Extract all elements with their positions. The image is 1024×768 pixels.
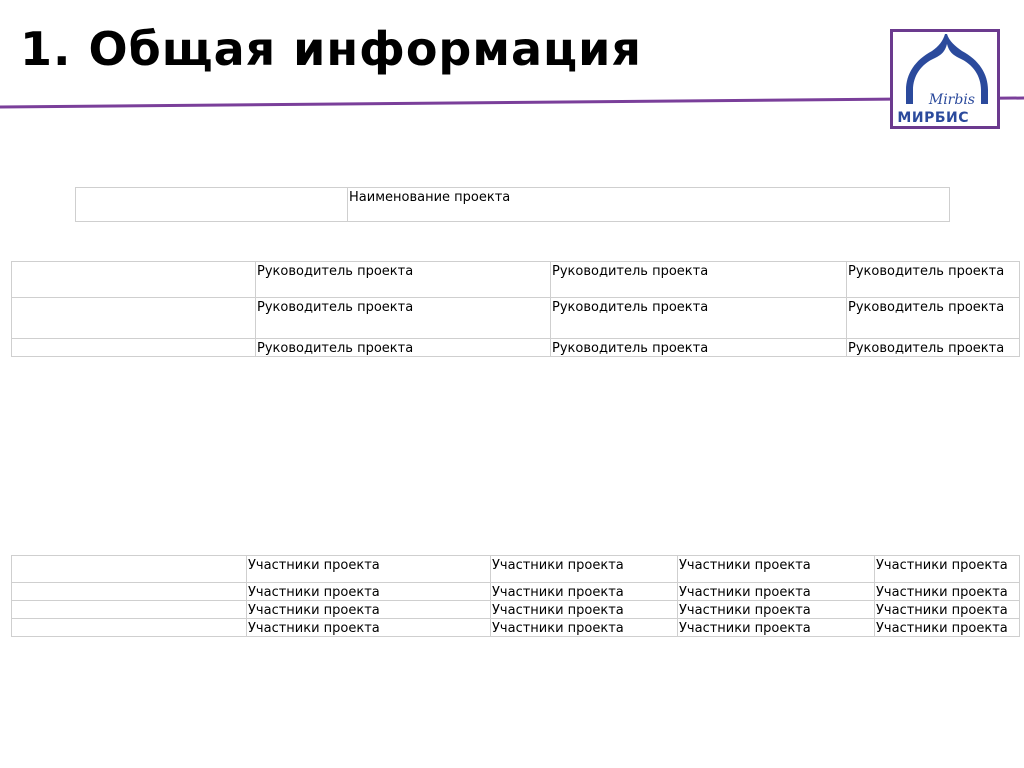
table-cell[interactable]: Участники проекта (491, 583, 678, 601)
logo-wordmark: МИРБИС (897, 110, 969, 126)
table-cell[interactable]: Участники проекта (875, 556, 1020, 583)
table-cell[interactable] (12, 298, 256, 339)
table-cell[interactable]: Руководитель проекта (847, 262, 1020, 298)
table-cell[interactable]: Руководитель проекта (847, 298, 1020, 339)
table-row (12, 339, 1020, 357)
table-row (12, 556, 1020, 583)
project-participants-table (11, 555, 1020, 637)
table-cell[interactable]: Руководитель проекта (847, 339, 1020, 357)
table-cell[interactable]: Руководитель проекта (256, 339, 551, 357)
table-cell[interactable]: Руководитель проекта (551, 298, 847, 339)
table-cell[interactable] (12, 262, 256, 298)
table-cell[interactable]: Участники проекта (678, 601, 875, 619)
table-row (12, 601, 1020, 619)
table-cell[interactable] (12, 601, 247, 619)
table-cell[interactable]: Участники проекта (875, 583, 1020, 601)
table-cell[interactable]: Наименование проекта (348, 188, 950, 222)
table-cell[interactable]: Участники проекта (875, 619, 1020, 637)
table-cell[interactable]: Участники проекта (678, 583, 875, 601)
table-cell[interactable]: Руководитель проекта (551, 262, 847, 298)
table-cell[interactable]: Участники проекта (491, 556, 678, 583)
table-row (76, 188, 950, 222)
table-cell[interactable]: Участники проекта (247, 601, 491, 619)
table-cell[interactable]: Участники проекта (491, 619, 678, 637)
table-cell[interactable]: Участники проекта (247, 583, 491, 601)
table-cell[interactable]: Участники проекта (247, 619, 491, 637)
table-row (12, 262, 1020, 298)
header-divider (0, 0, 1024, 120)
table-cell[interactable] (12, 556, 247, 583)
table-cell[interactable]: Руководитель проекта (551, 339, 847, 357)
table-cell[interactable]: Руководитель проекта (256, 298, 551, 339)
table-cell[interactable]: Руководитель проекта (256, 262, 551, 298)
project-leaders-table (11, 261, 1020, 357)
table-cell[interactable]: Участники проекта (247, 556, 491, 583)
project-name-table (75, 187, 950, 222)
table-cell[interactable] (12, 339, 256, 357)
table-row (12, 583, 1020, 601)
table-cell[interactable]: Участники проекта (678, 619, 875, 637)
table-cell[interactable] (12, 619, 247, 637)
table-cell[interactable] (76, 188, 348, 222)
logo-script-text: Mirbis (928, 92, 975, 108)
table-row (12, 298, 1020, 339)
table-cell[interactable]: Участники проекта (678, 556, 875, 583)
page-title: 1. Общая информация (20, 22, 642, 76)
table-row (12, 619, 1020, 637)
table-cell[interactable]: Участники проекта (875, 601, 1020, 619)
mirbis-logo (890, 29, 1000, 129)
table-cell[interactable] (12, 583, 247, 601)
table-cell[interactable]: Участники проекта (491, 601, 678, 619)
